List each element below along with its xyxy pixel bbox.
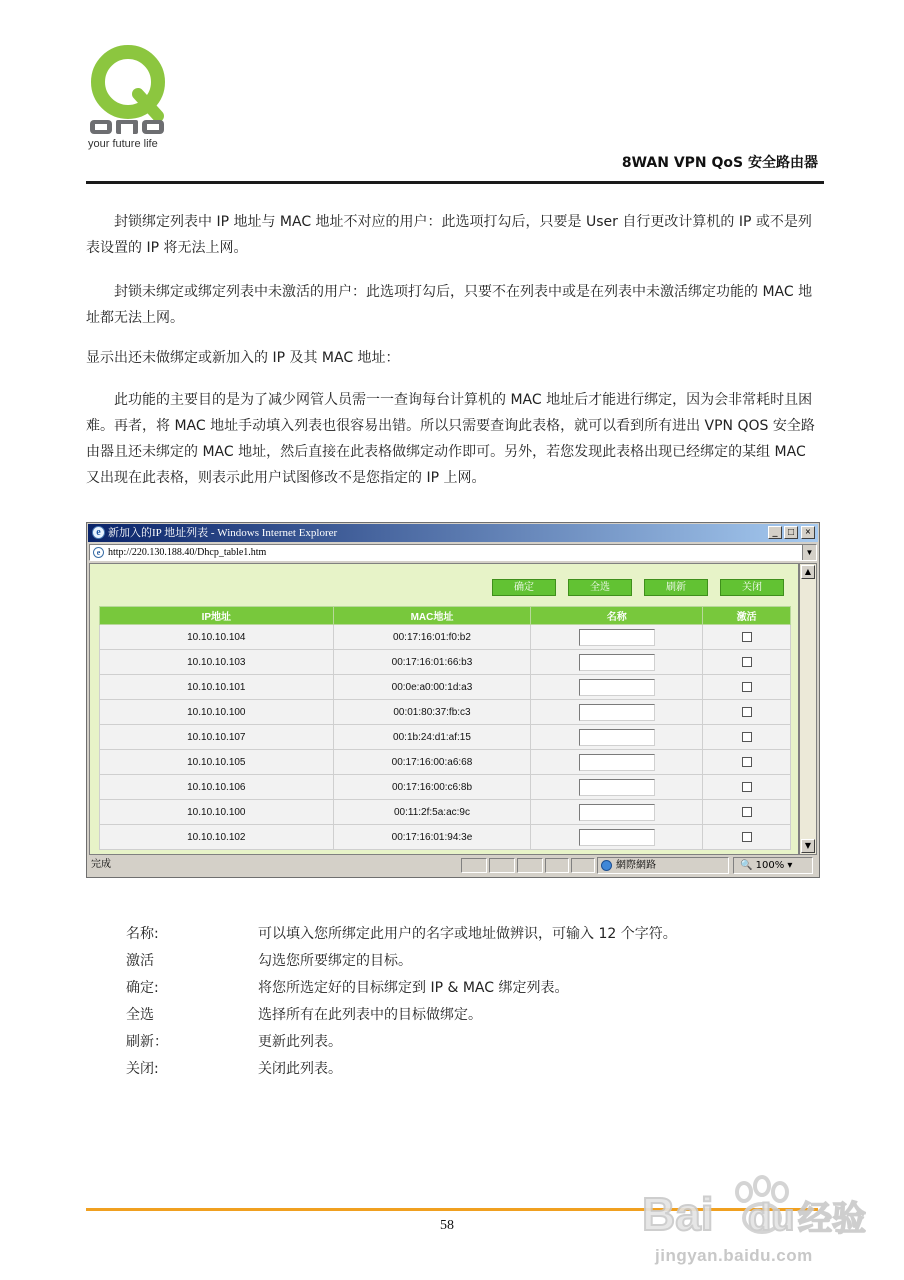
page-number: 58 <box>440 1218 454 1233</box>
activate-checkbox[interactable] <box>742 807 752 817</box>
definition-description: 勾选您所要绑定的目标。 <box>258 953 412 969</box>
name-cell <box>531 750 703 775</box>
ip-address-cell: 10.10.10.106 <box>100 775 334 800</box>
table-row <box>100 800 791 825</box>
baidu-watermark-logo <box>640 1150 866 1260</box>
new-ip-table <box>99 606 791 850</box>
ie-window <box>86 522 820 878</box>
zoom-dropdown-icon[interactable]: ▾ <box>787 860 793 871</box>
paragraph-show-unbound: 显示出还未做绑定或新加入的 IP 及其 MAC 地址： <box>86 350 400 366</box>
definition-list <box>126 921 677 1083</box>
activate-checkbox[interactable] <box>742 682 752 692</box>
activate-cell <box>703 650 791 675</box>
ie-titlebar <box>88 524 818 542</box>
paragraph-block-mismatch: 封锁绑定列表中 IP 地址与 MAC 地址不对应的用户：此选项打勾后，只要是 User 自行更改计算机的 IP 或不是列表设置的 IP 将无法上网。 <box>86 214 812 256</box>
definition-term: 确定: <box>126 980 159 996</box>
vertical-scrollbar[interactable] <box>799 563 817 855</box>
ip-address-cell: 10.10.10.104 <box>100 625 334 650</box>
scroll-up-icon[interactable]: ▲ <box>801 565 815 579</box>
minimize-icon[interactable]: _ <box>768 526 782 539</box>
table-row <box>100 650 791 675</box>
status-text: 完成 <box>91 859 111 870</box>
close-button[interactable]: 关闭 <box>720 579 784 596</box>
page-content <box>89 563 799 855</box>
definition-term: 名称: <box>126 926 159 942</box>
definition-description: 关闭此列表。 <box>258 1061 342 1077</box>
definition-row <box>126 1029 677 1056</box>
ip-address-cell: 10.10.10.101 <box>100 675 334 700</box>
watermark-url: jingyan.baidu.com <box>655 1246 813 1265</box>
document-header-title: 8WAN VPN QoS 安全路由器 <box>621 155 818 171</box>
name-input[interactable] <box>579 679 655 696</box>
definition-row <box>126 1056 677 1083</box>
zoom-icon: 🔍 <box>740 860 753 871</box>
zone-label: 網際網路 <box>616 860 656 871</box>
ip-address-cell: 10.10.10.102 <box>100 825 334 850</box>
logo-tagline: your future life <box>88 138 158 150</box>
name-input[interactable] <box>579 829 655 846</box>
definition-description: 更新此列表。 <box>258 1034 342 1050</box>
table-row <box>100 750 791 775</box>
address-bar[interactable] <box>89 544 817 561</box>
definition-term: 全选 <box>126 1007 154 1023</box>
activate-cell <box>703 825 791 850</box>
activate-cell <box>703 800 791 825</box>
status-segment <box>489 858 515 873</box>
action-buttons <box>492 579 784 596</box>
activate-checkbox[interactable] <box>742 832 752 842</box>
refresh-button[interactable]: 刷新 <box>644 579 708 596</box>
select-all-button[interactable]: 全选 <box>568 579 632 596</box>
close-icon[interactable]: × <box>801 526 815 539</box>
mac-address-cell: 00:01:80:37:fb:c3 <box>333 700 531 725</box>
mac-address-cell: 00:17:16:01:66:b3 <box>333 650 531 675</box>
svg-text:du: du <box>748 1197 795 1239</box>
name-cell <box>531 825 703 850</box>
definition-term: 激活 <box>126 953 154 969</box>
name-input[interactable] <box>579 779 655 796</box>
definition-term: 关闭: <box>126 1061 159 1077</box>
ip-address-cell: 10.10.10.105 <box>100 750 334 775</box>
name-cell <box>531 675 703 700</box>
activate-checkbox[interactable] <box>742 632 752 642</box>
activate-checkbox[interactable] <box>742 757 752 767</box>
table-row <box>100 725 791 750</box>
ip-address-cell: 10.10.10.100 <box>100 700 334 725</box>
ip-address-cell: 10.10.10.103 <box>100 650 334 675</box>
mac-address-cell: 00:11:2f:5a:ac:9c <box>333 800 531 825</box>
scroll-down-icon[interactable]: ▼ <box>801 839 815 853</box>
activate-cell <box>703 775 791 800</box>
table-row <box>100 625 791 650</box>
activate-checkbox[interactable] <box>742 732 752 742</box>
name-input[interactable] <box>579 804 655 821</box>
qno-logo <box>86 40 196 152</box>
activate-checkbox[interactable] <box>742 782 752 792</box>
activate-cell <box>703 700 791 725</box>
name-input[interactable] <box>579 754 655 771</box>
definition-row <box>126 975 677 1002</box>
activate-cell <box>703 625 791 650</box>
name-cell <box>531 775 703 800</box>
col-ip-address: IP地址 <box>100 607 334 625</box>
maximize-icon[interactable]: □ <box>784 526 798 539</box>
name-cell <box>531 700 703 725</box>
svg-text:Bai: Bai <box>642 1188 714 1240</box>
col-activate: 激活 <box>703 607 791 625</box>
name-input[interactable] <box>579 629 655 646</box>
mac-address-cell: 00:17:16:01:94:3e <box>333 825 531 850</box>
activate-checkbox[interactable] <box>742 657 752 667</box>
status-segment <box>517 858 543 873</box>
status-segment <box>545 858 569 873</box>
definition-description: 将您所选定好的目标绑定到 IP & MAC 绑定列表。 <box>258 980 569 996</box>
activate-cell <box>703 725 791 750</box>
zoom-level: 100% <box>755 860 785 871</box>
name-cell <box>531 725 703 750</box>
name-cell <box>531 650 703 675</box>
ie-logo-icon: e <box>92 526 105 539</box>
name-input[interactable] <box>579 654 655 671</box>
name-cell <box>531 800 703 825</box>
status-segment <box>571 858 595 873</box>
svg-text:经验: 经验 <box>798 1199 866 1239</box>
zoom-control[interactable] <box>733 857 813 874</box>
col-mac-address: MAC地址 <box>333 607 531 625</box>
definition-term: 刷新： <box>126 1034 168 1050</box>
activate-checkbox[interactable] <box>742 707 752 717</box>
definition-description: 可以填入您所绑定此用户的名字或地址做辨识，可输入 12 个字符。 <box>258 926 677 942</box>
status-segment <box>461 858 487 873</box>
table-row <box>100 700 791 725</box>
table-row <box>100 825 791 850</box>
header-divider <box>86 181 824 184</box>
qno-logo-lettering <box>90 120 164 134</box>
page-icon: e <box>93 547 104 558</box>
ip-address-cell: 10.10.10.107 <box>100 725 334 750</box>
ip-address-cell: 10.10.10.100 <box>100 800 334 825</box>
definition-description: 选择所有在此列表中的目标做绑定。 <box>258 1007 482 1023</box>
mac-address-cell: 00:17:16:00:a6:68 <box>333 750 531 775</box>
address-dropdown-icon[interactable]: ▼ <box>802 545 816 560</box>
mac-address-cell: 00:1b:24:d1:af:15 <box>333 725 531 750</box>
status-bar <box>89 857 817 875</box>
address-url: http://220.130.188.40/Dhcp_table1.htm <box>108 547 267 558</box>
activate-cell <box>703 675 791 700</box>
definition-row <box>126 1002 677 1029</box>
activate-cell <box>703 750 791 775</box>
table-row <box>100 775 791 800</box>
name-cell <box>531 625 703 650</box>
mac-address-cell: 00:0e:a0:00:1d:a3 <box>333 675 531 700</box>
mac-address-cell: 00:17:16:00:c6:8b <box>333 775 531 800</box>
security-zone <box>597 857 729 874</box>
definition-row <box>126 921 677 948</box>
mac-address-cell: 00:17:16:01:f0:b2 <box>333 625 531 650</box>
table-row <box>100 675 791 700</box>
ie-window-title: 新加入的IP 地址列表 - Windows Internet Explorer <box>108 527 338 539</box>
definition-row <box>126 948 677 975</box>
confirm-button[interactable]: 确定 <box>492 579 556 596</box>
name-input[interactable] <box>579 704 655 721</box>
name-input[interactable] <box>579 729 655 746</box>
paragraph-block-unbound: 封锁未绑定或绑定列表中未激活的用户：此选项打勾后，只要不在列表中或是在列表中未激活绑定功能的 MAC 地址都无法上网。 <box>86 284 813 326</box>
paragraph-function-purpose: 此功能的主要目的是为了减少网管人员需一一查询每台计算机的 MAC 地址后才能进行绑定，因为会非常耗时且困难。再者，将 MAC 地址手动填入列表也很容易出错。所以只需要查询此表格，就可以看到所有进出 VPN QOS 安全路由器且还未绑定的 MAC 地址，然后直接在此表格做绑定动作即可。另外，若您发现此表格出现已经绑定的某组 MAC 又出现在此表格，则表示此用户试图修改不是您指定的 IP 上网。 <box>86 392 815 486</box>
globe-icon <box>601 860 612 871</box>
col-name: 名称 <box>531 607 703 625</box>
